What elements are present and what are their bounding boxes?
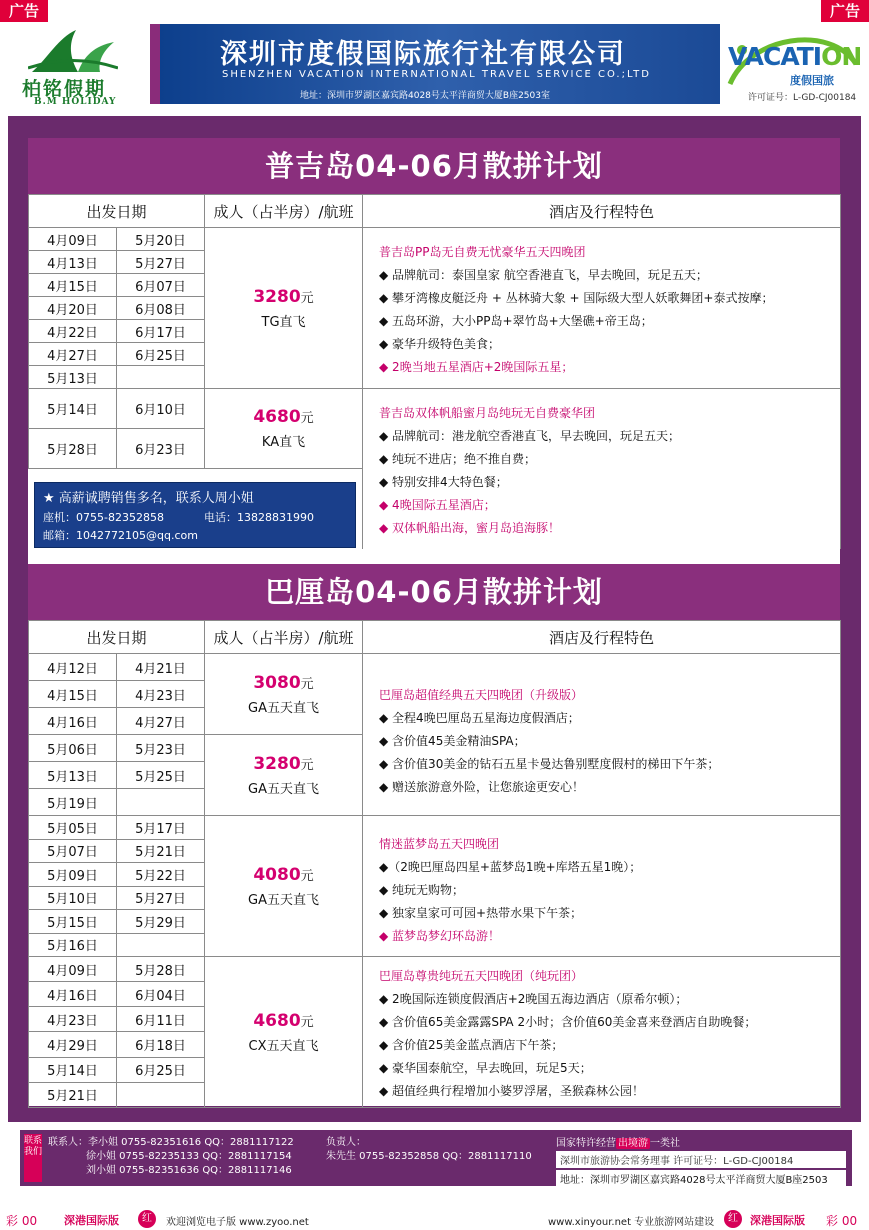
date-cell: 4月22日 [29, 320, 117, 343]
date-cell: 5月28日 [29, 429, 117, 469]
feature-highlight: ◆ 2晚当地五星酒店+2晚国际五星； [379, 360, 574, 374]
date-cell: 5月29日 [117, 910, 205, 934]
date-cell: 5月06日 [29, 735, 117, 762]
license-line: 国家特许经营 出境游 一类社 [556, 1138, 680, 1149]
date-cell: 6月08日 [117, 297, 205, 320]
date-cell: 5月13日 [29, 366, 117, 389]
date-cell: 4月09日 [29, 957, 117, 982]
date-cell: 6月17日 [117, 320, 205, 343]
recruit-headline: ★ 高薪诚聘销售多名，联系人周小姐 [43, 491, 254, 506]
date-cell: 5月21日 [117, 839, 205, 863]
tour-title: 情迷蓝梦岛五天四晚团 [379, 836, 500, 851]
price-value: 3280 [253, 753, 301, 774]
feature-line: ◆ 纯玩无购物； [379, 882, 465, 897]
feature-line: ◆ 全程4晚巴厘岛五星海边度假酒店； [379, 711, 580, 725]
date-cell: 5月09日 [29, 863, 117, 887]
date-cell [117, 789, 205, 816]
date-cell: 5月28日 [117, 957, 205, 982]
manager-line: 朱先生 0755-82352858 QQ：2881117110 [326, 1151, 532, 1162]
manager-contact [326, 1136, 532, 1164]
feature-line: ◆ 含价值30美金的钻石五星卡曼达鲁别墅度假村的梯田下午茶； [379, 757, 720, 771]
date-cell: 4月20日 [29, 297, 117, 320]
date-cell: 4月16日 [29, 708, 117, 735]
date-cell: 4月29日 [29, 1032, 117, 1057]
bali-table [28, 620, 841, 1108]
tour-title: 巴厘岛尊贵纯玩五天四晚团（纯玩团） [379, 969, 584, 983]
date-cell: 5月13日 [29, 762, 117, 789]
date-cell: 4月27日 [117, 708, 205, 735]
feature-line: ◆ 品牌航司：港龙航空香港直飞，早去晚回，玩足五天； [379, 428, 681, 443]
main-frame [8, 116, 861, 1122]
feature-cell [363, 389, 841, 549]
header-license: 许可证号：L-GD-CJ00184 [748, 93, 857, 103]
feature-cell [363, 654, 841, 816]
date-cell: 6月07日 [117, 274, 205, 297]
vacation-cn-name: 度假国旅 [790, 74, 834, 87]
license-number: 深圳市旅游协会常务理事 许可证号：L-GD-CJ00184 [556, 1151, 846, 1168]
date-cell: 5月07日 [29, 839, 117, 863]
logo-subtitle: B.M HOLIDAY [34, 97, 117, 107]
date-cell: 5月25日 [117, 762, 205, 789]
date-cell [117, 1082, 205, 1107]
feature-highlight: ◆ 蓝梦岛梦幻环岛游！ [379, 928, 501, 943]
date-cell: 6月10日 [117, 389, 205, 429]
date-cell: 4月13日 [29, 251, 117, 274]
col-header-features: 酒店及行程特色 [363, 195, 841, 228]
price-unit: 元 [300, 411, 314, 426]
contact-list [48, 1136, 294, 1178]
date-cell: 5月10日 [29, 886, 117, 910]
feature-cell [363, 957, 841, 1108]
price-cell [205, 816, 363, 957]
feature-line: ◆ 豪华升级特色美食； [379, 337, 501, 351]
col-header-dates: 出发日期 [29, 195, 205, 228]
date-cell: 4月23日 [29, 1007, 117, 1032]
tour-title: 巴厘岛超值经典五天四晚团（升级版） [379, 688, 584, 702]
flight-label: TG直飞 [261, 314, 306, 330]
page-footer [0, 1208, 869, 1230]
flight-label: KA直飞 [261, 435, 306, 450]
price-value: 4680 [253, 407, 301, 427]
mountain-logo-icon [28, 28, 118, 74]
bm-holiday-logo [8, 22, 148, 108]
price-value: 3080 [253, 672, 301, 693]
price-unit: 元 [300, 757, 314, 773]
date-cell: 4月15日 [29, 274, 117, 297]
date-cell [117, 933, 205, 957]
date-cell: 5月15日 [29, 910, 117, 934]
flight-label: GA五天直飞 [248, 781, 319, 797]
company-name-cn: 深圳市度假国际旅行社有限公司 [220, 39, 626, 70]
flight-label: GA五天直飞 [248, 700, 319, 716]
date-cell: 5月27日 [117, 251, 205, 274]
date-cell: 5月16日 [29, 933, 117, 957]
feature-line: ◆ 含价值45美金精油SPA； [379, 734, 526, 748]
feature-line: ◆ 特别安排4大特色餐； [379, 474, 508, 489]
feature-line: ◆ 含价值25美金蓝点酒店下午茶； [379, 1038, 564, 1052]
contact-line: 刘小姐 0755-82351636 QQ：2881117146 [86, 1165, 292, 1176]
ad-label-left: 广告 [0, 0, 48, 22]
website-left-link[interactable]: 欢迎浏览电子版 www.zyoo.net [166, 1217, 309, 1228]
date-cell: 4月16日 [29, 982, 117, 1007]
price-cell [205, 735, 363, 816]
contact-line: 徐小姐 0755-82235133 QQ：2881117154 [86, 1151, 292, 1162]
date-cell: 4月21日 [117, 654, 205, 681]
page-number-right: 彩 00 [826, 1214, 858, 1228]
date-cell [117, 366, 205, 389]
feature-line: ◆ 赠送旅游意外险，让您旅途更安心！ [379, 780, 585, 794]
red-badge-icon: 红 [724, 1210, 742, 1228]
page-header [0, 22, 869, 108]
website-right-link[interactable]: www.xinyour.net 专业旅游网站建设 [548, 1217, 715, 1228]
date-cell: 6月25日 [117, 1057, 205, 1082]
price-unit: 元 [300, 1014, 314, 1030]
manager-label: 负责人： [326, 1137, 366, 1148]
feature-highlight: ◆ 双体帆船出海，蜜月岛追海豚！ [379, 520, 561, 535]
red-badge-icon: 红 [138, 1210, 156, 1228]
price-cell [205, 654, 363, 735]
feature-line: ◆ 纯玩不进店；绝不推自费； [379, 451, 537, 466]
content-panel [28, 138, 840, 1106]
footer-address: 地址：深圳市罗湖区嘉宾路4028号太平洋商贸大厦B座2503 [556, 1170, 846, 1187]
date-cell: 6月11日 [117, 1007, 205, 1032]
page-number-left: 彩 00 [6, 1214, 38, 1228]
date-cell: 5月17日 [117, 816, 205, 840]
company-banner [150, 24, 720, 104]
contact-us-tag: 联系我们 [24, 1134, 42, 1182]
price-unit: 元 [300, 290, 314, 306]
date-cell: 4月23日 [117, 681, 205, 708]
col-header-features: 酒店及行程特色 [363, 621, 841, 654]
feature-line: ◆ 五岛环游，大小PP岛+翠竹岛+大堡礁+帝王岛； [379, 314, 653, 328]
date-cell: 4月09日 [29, 228, 117, 251]
edition-left: 深港国际版 [64, 1214, 119, 1227]
recruitment-box [34, 482, 356, 548]
date-cell: 6月18日 [117, 1032, 205, 1057]
col-header-price: 成人（占半房）/航班 [205, 195, 363, 228]
date-cell: 5月22日 [117, 863, 205, 887]
price-cell [205, 389, 363, 469]
recruit-email: 邮箱：1042772105@qq.com [43, 529, 198, 542]
feature-line: ◆ 独家皇家可可园+热带水果下午茶； [379, 905, 583, 920]
tour-title: 普吉岛双体帆船蜜月岛纯玩无自费豪华团 [379, 405, 596, 420]
price-value: 3280 [253, 286, 301, 307]
feature-line: ◆ 品牌航司：泰国皇家 航空香港直飞，早去晚回，玩足五天； [379, 268, 708, 282]
contact-bar [20, 1130, 852, 1186]
date-cell: 5月14日 [29, 389, 117, 429]
date-cell: 5月05日 [29, 816, 117, 840]
ad-label-right: 广告 [821, 0, 869, 22]
feature-cell [363, 816, 841, 957]
price-cell [205, 228, 363, 389]
flight-label: CX五天直飞 [248, 1038, 319, 1054]
feature-line: ◆（2晚巴厘岛四星+蓝梦岛1晚+库塔五星1晚）； [379, 859, 642, 874]
feature-line: ◆ 2晚国际连锁度假酒店+2晚国五海边酒店（原希尔顿）； [379, 992, 688, 1006]
bali-title: 巴厘岛04-06月散拼计划 [28, 564, 840, 620]
recruit-phones: 座机：0755-82352858 电话：13828831990 [43, 511, 314, 524]
phuket-title: 普吉岛04-06月散拼计划 [28, 138, 840, 194]
feature-line: ◆ 豪华国泰航空，早去晚回，玩足5天； [379, 1061, 592, 1075]
date-cell: 6月23日 [117, 429, 205, 469]
flight-label: GA五天直飞 [248, 892, 319, 908]
vacation-wordmark: VACATION [728, 42, 862, 71]
date-cell: 5月27日 [117, 886, 205, 910]
company-address: 地址：深圳市罗湖区嘉宾路4028号太平洋商贸大厦B座2503室 [300, 91, 550, 101]
license-box [556, 1132, 846, 1184]
price-value: 4080 [253, 864, 301, 885]
feature-highlight: ◆ 4晚国际五星酒店； [379, 497, 496, 512]
date-cell: 5月19日 [29, 789, 117, 816]
col-header-dates: 出发日期 [29, 621, 205, 654]
date-cell: 5月14日 [29, 1057, 117, 1082]
feature-line: ◆ 超值经典行程增加小婆罗浮屠，圣猴森林公园！ [379, 1084, 645, 1098]
vacation-logo [720, 24, 865, 104]
logo-name: 柏铭假期 [22, 78, 107, 100]
date-cell: 5月23日 [117, 735, 205, 762]
col-header-price: 成人（占半房）/航班 [205, 621, 363, 654]
company-name-en: SHENZHEN VACATION INTERNATIONAL TRAVEL SERVICE CO.;LTD [222, 69, 651, 80]
date-cell: 4月27日 [29, 343, 117, 366]
date-cell: 6月25日 [117, 343, 205, 366]
date-cell: 5月20日 [117, 228, 205, 251]
feature-line: ◆ 含价值65美金露露SPA 2小时；含价值60美金喜来登酒店自助晚餐； [379, 1015, 757, 1029]
date-cell: 4月15日 [29, 681, 117, 708]
price-value: 4680 [253, 1010, 301, 1031]
date-cell: 6月04日 [117, 982, 205, 1007]
price-unit: 元 [300, 676, 314, 692]
feature-line: ◆ 攀牙湾橡皮艇泛舟 + 丛林骑大象 + 国际级大型人妖歌舞团+泰式按摩； [379, 291, 774, 305]
price-unit: 元 [300, 868, 314, 884]
feature-cell [363, 228, 841, 389]
date-cell: 5月21日 [29, 1082, 117, 1107]
contact-line: 联系人：李小姐 0755-82351616 QQ：2881117122 [48, 1137, 294, 1148]
tour-title: 普吉岛PP岛无自费无忧豪华五天四晚团 [379, 245, 586, 259]
date-cell: 4月12日 [29, 654, 117, 681]
price-cell [205, 957, 363, 1108]
edition-right: 深港国际版 [750, 1214, 805, 1227]
